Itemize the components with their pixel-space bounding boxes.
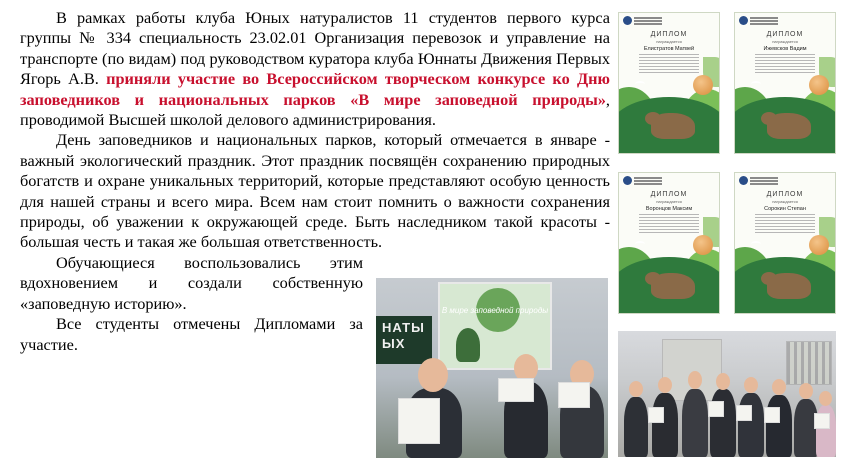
paragraph-1 <box>20 8 610 130</box>
paragraph-3: Обучающиеся воспользовались этим вдохновением и создали собственную «заповедную историю». <box>20 252 363 313</box>
diploma-subtitle: награждается <box>772 199 798 204</box>
diploma-1 <box>618 12 720 154</box>
diploma-2 <box>734 12 836 154</box>
screen-text: В мире заповедной природы <box>441 306 549 315</box>
paragraph-2: День заповедников и национальных парков, который отмечается в январе - важный экологический праздник. Этот праздник посвящён сохранению природных богатств и охране уникальных территорий, которые представляют особую ценность для нашей страны и всего мира. Всем нам стоит помнить о важности сохранения природы, об уважении к окружающей среде. Быть наследником такой красоты - большая честь и такая же большая ответственность. <box>20 130 610 252</box>
ministry-logo-icon <box>739 176 748 185</box>
bird-icon <box>635 81 645 87</box>
diploma-title: ДИПЛОМ <box>650 31 688 38</box>
diploma-subtitle: награждается <box>772 39 798 44</box>
medal-icon <box>693 75 713 95</box>
bird-icon <box>751 241 761 247</box>
diploma-name: Воронцов Максим <box>645 206 693 212</box>
event-photo-group <box>618 331 836 457</box>
diploma-4 <box>734 172 836 314</box>
diploma-3 <box>618 172 720 314</box>
tree-icon <box>456 328 480 362</box>
ministry-logo-icon <box>623 16 632 25</box>
paragraph-1-highlight: приняли участие во Всероссийском творческом конкурсе ко Дню заповедников и национальных парков «В мире заповедной природы» <box>20 69 610 109</box>
medal-icon <box>693 235 713 255</box>
diploma-title: ДИПЛОМ <box>650 191 688 198</box>
medal-icon <box>809 75 829 95</box>
narrow-column <box>20 253 363 355</box>
paragraph-4: Все студенты отмечены Дипломами за участие. <box>20 314 363 354</box>
ministry-logo-icon <box>623 176 632 185</box>
diploma-title: ДИПЛОМ <box>766 31 804 38</box>
medal-icon <box>809 235 829 255</box>
banner <box>376 316 432 364</box>
banner-text: НАТЫ ЫХ <box>382 320 425 351</box>
diploma-subtitle: награждается <box>656 199 682 204</box>
diploma-title: ДИПЛОМ <box>766 191 804 198</box>
paragraph-1-intro: В рамках работы клуба Юных натуралистов 11 студентов первого курса группы № 334 специальность 23.02.01 Организация перевозок и управление на транспорте (по видам) под руководством куратора клуба Юннаты Движения Первых Ягорь А.В. <box>20 8 610 89</box>
paragraph-1-tail: , проводимой Высшей школой делового администрирования. <box>20 89 610 130</box>
diploma-name: Елистратов Матвей <box>643 46 695 52</box>
event-photo-presentation <box>376 278 608 458</box>
ministry-logo-icon <box>739 16 748 25</box>
diploma-name: Ижевсков Вадим <box>763 46 807 52</box>
projector-screen <box>438 282 552 370</box>
diploma-name: Сорокин Степан <box>764 206 806 212</box>
bird-icon <box>751 81 761 87</box>
diploma-subtitle: награждается <box>656 39 682 44</box>
bird-icon <box>635 241 645 247</box>
